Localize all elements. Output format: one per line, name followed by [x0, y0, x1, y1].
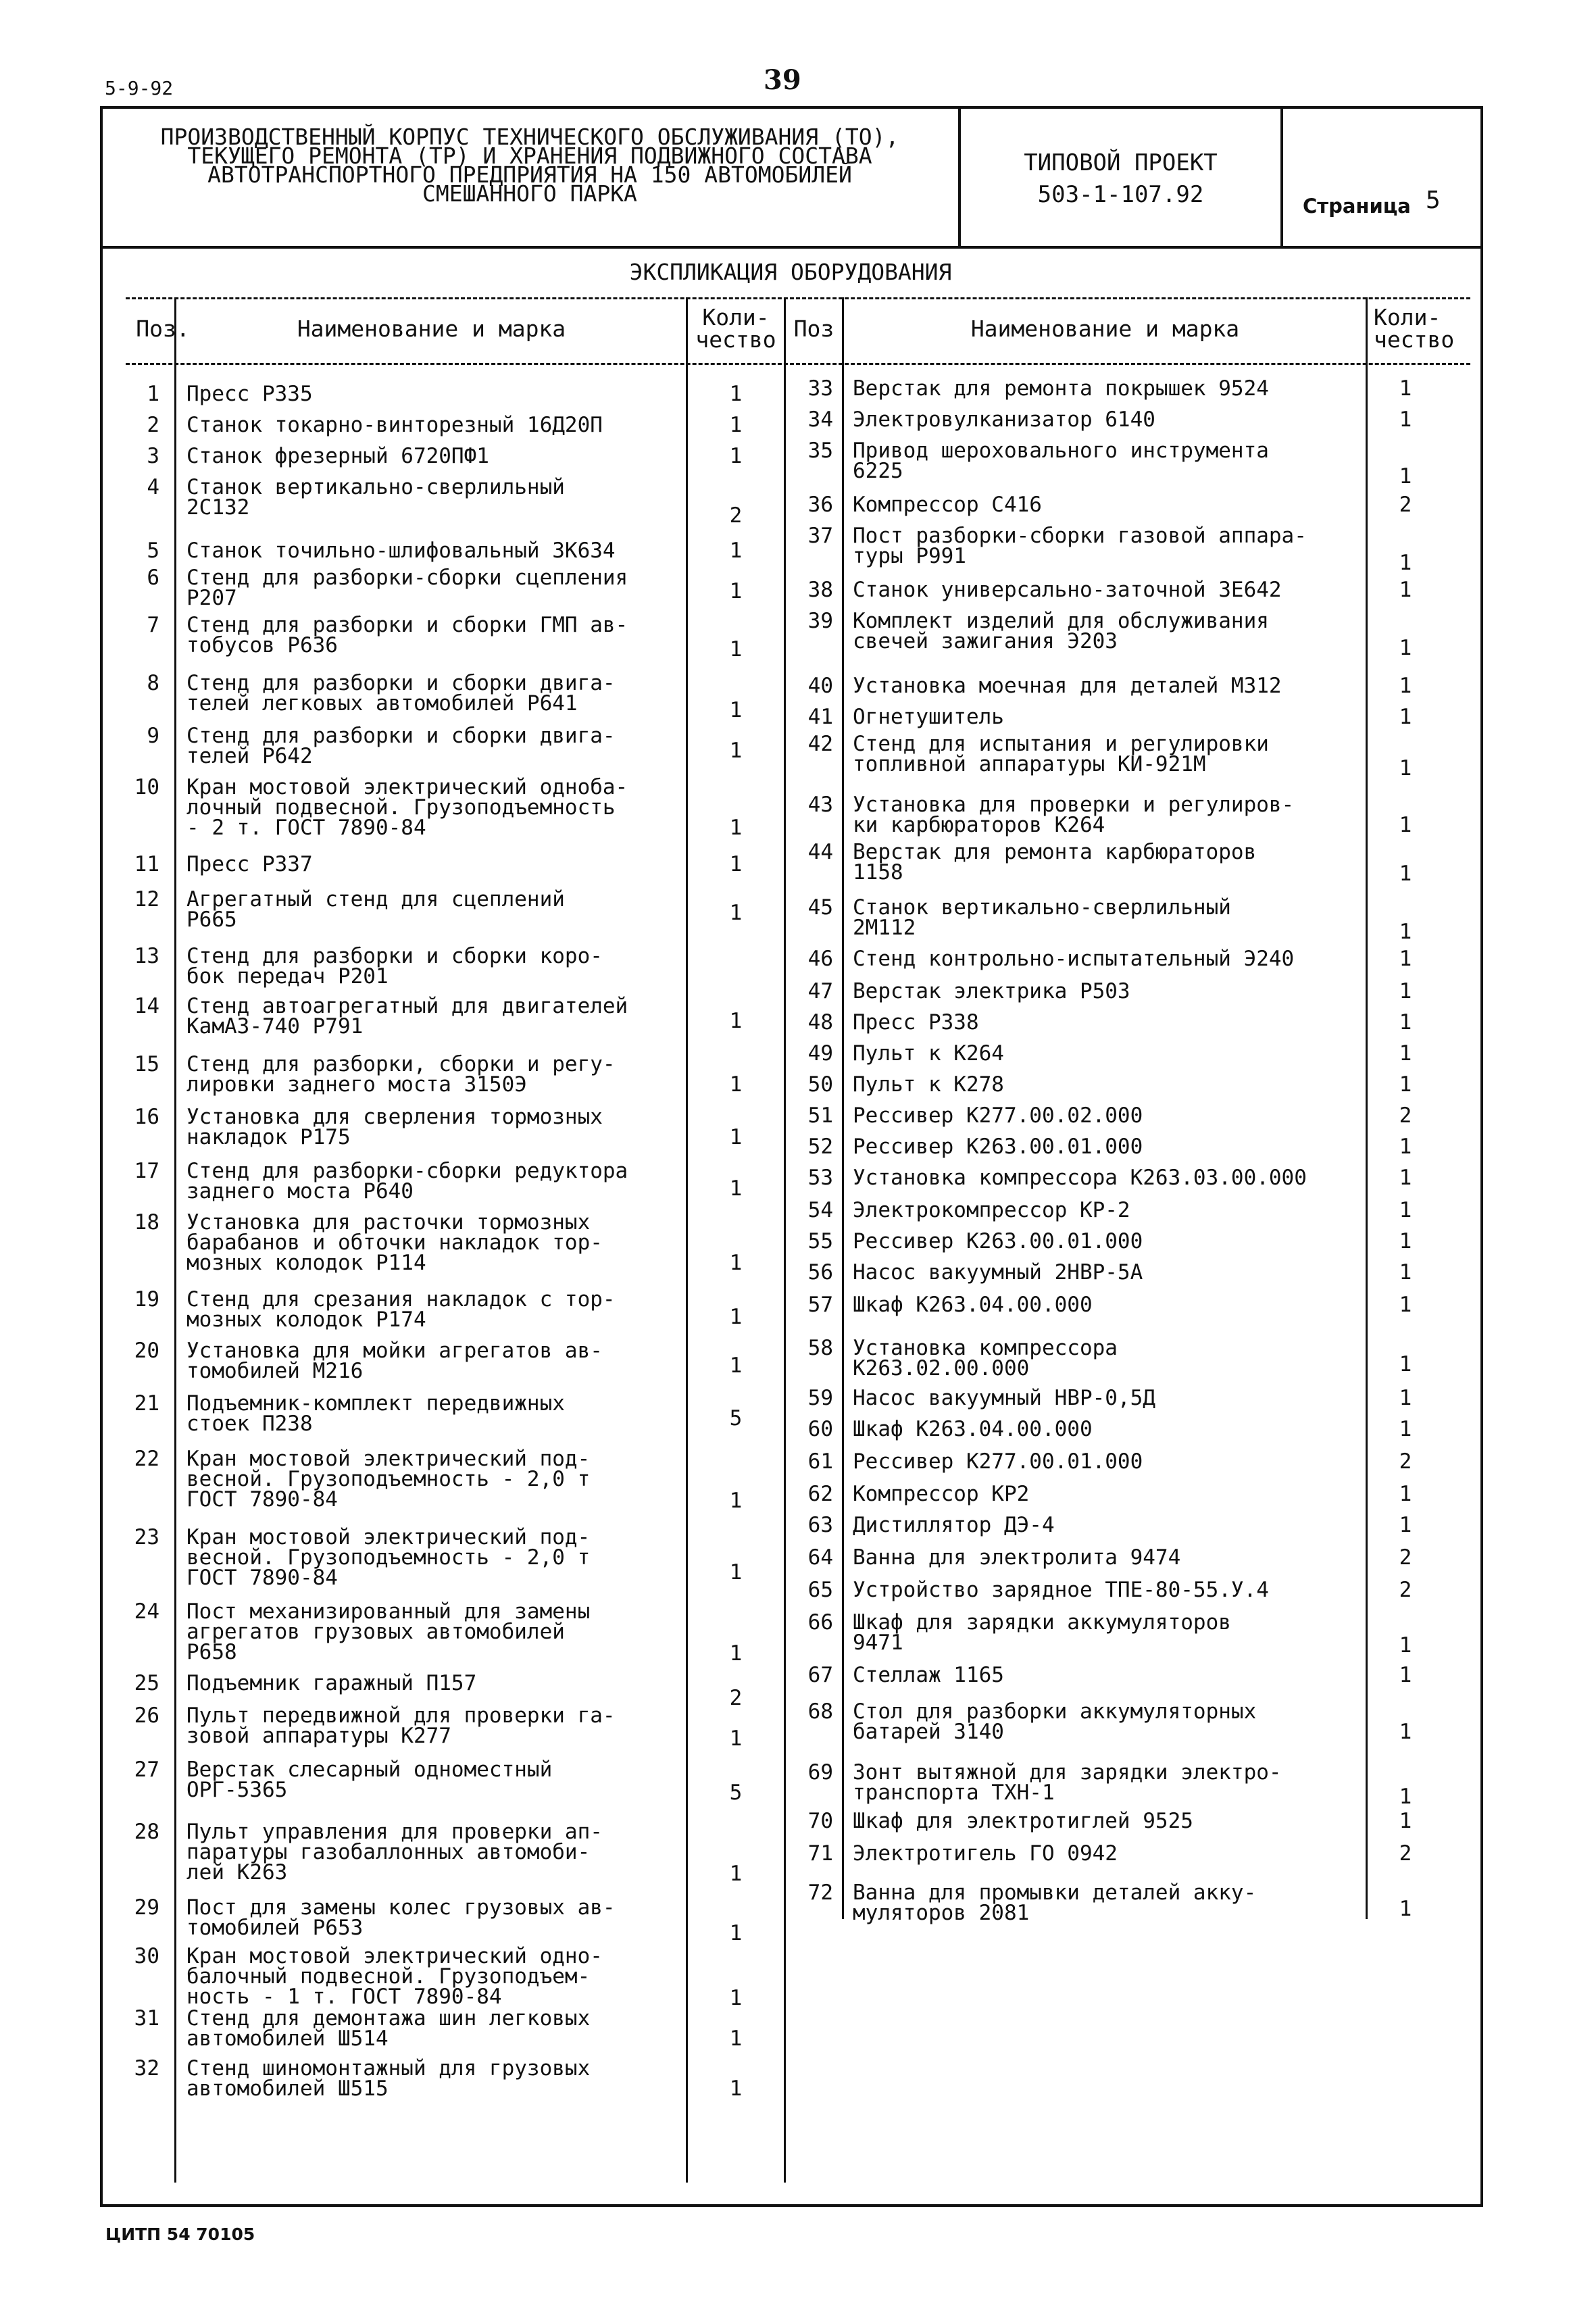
row-pos: 28: [134, 1820, 159, 1844]
row-qty: 1: [1399, 1386, 1412, 1410]
row-name-line: Подъемник-комплект передвижных: [186, 1391, 565, 1416]
row-pos: 42: [807, 732, 833, 756]
row-qty: 1: [729, 1072, 743, 1097]
row-qty: 1: [1399, 1513, 1412, 1537]
row-qty: 1: [729, 1862, 743, 1886]
row-qty: 1: [729, 1921, 743, 1945]
row-name-line: батарей 3140: [853, 1720, 1004, 1744]
row-name-line: Установка для сверления тормозных: [186, 1105, 603, 1129]
row-name-line: Дистиллятор ДЭ-4: [853, 1513, 1055, 1537]
row-qty: 1: [1399, 1166, 1412, 1190]
row-name-line: Пост механизированный для замены: [186, 1599, 591, 1624]
row-name-line: Электрокомпрессор КР-2: [853, 1198, 1130, 1222]
row-qty: 1: [1399, 1198, 1412, 1222]
row-pos: 2: [147, 413, 159, 437]
row-name-line: Рессивер К263.00.01.000: [853, 1135, 1143, 1159]
row-qty: 1: [1399, 636, 1412, 660]
row-name-line: ки карбюраторов К264: [853, 813, 1105, 837]
row-qty: 2: [1399, 1545, 1412, 1570]
row-qty: 5: [729, 1781, 743, 1805]
row-pos: 53: [807, 1166, 833, 1190]
row-name-line: Установка моечная для деталей М312: [853, 674, 1282, 698]
corner-code: 5-9-92: [105, 77, 174, 99]
row-pos: 59: [807, 1386, 833, 1410]
row-pos: 47: [807, 979, 833, 1003]
row-name-line: тобусов Р636: [186, 633, 338, 657]
row-name-line: Электровулканизатор 6140: [853, 407, 1155, 432]
row-name-line: Верстак электрика Р503: [853, 979, 1130, 1003]
row-name-line: Кран мостовой электрический под-: [186, 1525, 591, 1549]
row-pos: 31: [134, 2006, 159, 2031]
row-name-line: Пост разборки-сборки газовой аппара-: [853, 524, 1307, 548]
row-qty: 1: [1399, 578, 1412, 602]
row-qty: 2: [1399, 1449, 1412, 1474]
row-qty: 1: [729, 539, 743, 563]
row-name-line: стоек П238: [186, 1412, 313, 1436]
row-pos: 48: [807, 1010, 833, 1035]
row-pos: 38: [807, 578, 833, 602]
row-pos: 46: [807, 947, 833, 971]
col-divider-pos-right: [842, 297, 844, 1919]
project-code: 503-1-107.92: [1037, 181, 1204, 208]
title-block-bottom-border: [100, 246, 1483, 249]
page-number: 39: [764, 64, 801, 96]
row-qty: 1: [1399, 1293, 1412, 1317]
row-name-line: весной. Грузоподъемность - 2,0 т: [186, 1545, 591, 1570]
row-name-line: Пульт передвижной для проверки га-: [186, 1703, 616, 1728]
row-name-line: Пульт управления для проверки ап-: [186, 1820, 603, 1844]
row-qty: 1: [1399, 551, 1412, 575]
row-qty: 1: [1399, 1135, 1412, 1159]
row-pos: 67: [807, 1663, 833, 1687]
row-name-line: ГОСТ 7890-84: [186, 1566, 338, 1590]
row-name-line: томобилей Р653: [186, 1916, 364, 1940]
page-value: 5: [1426, 186, 1441, 214]
row-qty: 1: [1399, 1352, 1412, 1376]
row-qty: 1: [1399, 1482, 1412, 1506]
row-qty: 1: [729, 382, 743, 406]
row-name-line: Стенд для испытания и регулировки: [853, 732, 1269, 756]
title-block-right-border: [1480, 106, 1483, 249]
row-qty: 2: [1399, 493, 1412, 517]
row-qty: 1: [1399, 813, 1412, 837]
row-pos: 71: [807, 1841, 833, 1866]
row-pos: 7: [147, 613, 159, 637]
row-pos: 27: [134, 1758, 159, 1782]
col-divider-name-left: [686, 297, 688, 2183]
row-pos: 25: [134, 1671, 159, 1695]
row-pos: 10: [134, 775, 159, 799]
row-pos: 24: [134, 1599, 159, 1624]
row-qty: 1: [1399, 1633, 1412, 1658]
row-pos: 39: [807, 609, 833, 633]
row-pos: 20: [134, 1339, 159, 1363]
row-name-line: Стенд для демонтажа шин легковых: [186, 2006, 591, 2031]
row-name-line: Пульт к К278: [853, 1072, 1004, 1097]
row-name-line: Насос вакуумный 2НВР-5А: [853, 1260, 1143, 1285]
row-name-line: Комплект изделий для обслуживания: [853, 609, 1269, 633]
row-pos: 6: [147, 566, 159, 590]
row-name-line: Стенд для разборки и сборки двига-: [186, 724, 616, 748]
project-label: ТИПОВОЙ ПРОЕКТ: [1024, 149, 1218, 176]
col-divider-name-right: [1366, 297, 1368, 1919]
row-qty: 1: [729, 698, 743, 722]
publisher-stamp: ЦИТП 54 70105: [105, 2224, 255, 2244]
row-qty: 1: [729, 901, 743, 925]
title-block-top-border: [100, 106, 1483, 109]
row-qty: 1: [729, 1726, 743, 1751]
header-qty-right-1: Коли-: [1374, 304, 1441, 330]
row-name-line: КамАЗ-740 Р791: [186, 1014, 364, 1039]
row-pos: 58: [807, 1336, 833, 1360]
row-pos: 12: [134, 887, 159, 912]
row-name-line: Рессивер К277.00.02.000: [853, 1103, 1143, 1128]
row-name-line: Установка для расточки тормозных: [186, 1210, 591, 1235]
header-pos: Поз.: [136, 316, 190, 342]
row-pos: 34: [807, 407, 833, 432]
row-name-line: Установка компрессора К263.03.00.000: [853, 1166, 1307, 1190]
row-pos: 36: [807, 493, 833, 517]
row-qty: 1: [1399, 1785, 1412, 1809]
row-qty: 1: [729, 444, 743, 468]
row-name-line: Стенд для разборки, сборки и регу-: [186, 1052, 616, 1076]
row-qty: 2: [729, 503, 743, 528]
row-qty: 1: [1399, 1663, 1412, 1687]
row-pos: 1: [147, 382, 159, 406]
row-pos: 21: [134, 1391, 159, 1416]
row-name-line: зовой аппаратуры К277: [186, 1724, 451, 1748]
row-name-line: Станок вертикально-сверлильный: [186, 475, 565, 499]
table-title: ЭКСПЛИКАЦИЯ ОБОРУДОВАНИЯ: [629, 259, 952, 285]
row-name-line: Кран мостовой электрический одно-: [186, 1944, 603, 1968]
frame-bottom-border: [100, 2204, 1483, 2207]
row-pos: 14: [134, 994, 159, 1018]
row-pos: 40: [807, 674, 833, 698]
row-pos: 56: [807, 1260, 833, 1285]
row-qty: 5: [729, 1406, 743, 1430]
row-qty: 1: [729, 1009, 743, 1033]
row-qty: 1: [1399, 756, 1412, 780]
row-pos: 5: [147, 539, 159, 563]
row-qty: 1: [1399, 1260, 1412, 1285]
row-qty: 1: [729, 1251, 743, 1275]
row-name-line: Насос вакуумный НВР-0,5Д: [853, 1386, 1155, 1410]
row-qty: 1: [1399, 1072, 1412, 1097]
row-pos: 72: [807, 1881, 833, 1905]
row-qty: 1: [729, 852, 743, 876]
frame-left-border: [100, 246, 103, 2206]
row-qty: 1: [1399, 1010, 1412, 1035]
row-qty: 1: [729, 1489, 743, 1513]
row-qty: 1: [1399, 1229, 1412, 1253]
header-qty-1: Коли-: [702, 304, 770, 330]
row-name-line: Стенд для срезания накладок с тор-: [186, 1287, 616, 1312]
row-pos: 32: [134, 2056, 159, 2081]
row-name-line: Ванна для электролита 9474: [853, 1545, 1181, 1570]
row-name-line: Верстак для ремонта карбюраторов: [853, 840, 1257, 864]
row-name-line: лировки заднего моста 3150Э: [186, 1072, 527, 1097]
row-pos: 51: [807, 1103, 833, 1128]
row-name-line: автомобилей Ш514: [186, 2026, 389, 2051]
row-pos: 49: [807, 1041, 833, 1066]
row-pos: 52: [807, 1135, 833, 1159]
row-name-line: мозных колодок Р114: [186, 1251, 426, 1275]
row-qty: 2: [1399, 1841, 1412, 1866]
header-name: Наименование и марка: [297, 316, 566, 342]
header-bottom-rule: [126, 363, 1470, 365]
row-qty: 1: [1399, 979, 1412, 1003]
row-pos: 57: [807, 1293, 833, 1317]
row-name-line: Стенд для разборки-сборки сцепления: [186, 566, 628, 590]
row-name-line: Ванна для промывки деталей акку-: [853, 1881, 1257, 1905]
row-name-line: Шкаф К263.04.00.000: [853, 1417, 1093, 1441]
row-qty: 1: [1399, 407, 1412, 432]
row-name-line: Огнетушитель: [853, 705, 1004, 729]
row-name-line: Зонт вытяжной для зарядки электро-: [853, 1760, 1282, 1785]
row-name-line: томобилей М216: [186, 1359, 364, 1383]
row-pos: 55: [807, 1229, 833, 1253]
row-name-line: Кран мостовой электрический одноба-: [186, 775, 628, 799]
row-qty: 1: [1399, 1809, 1412, 1833]
row-name-line: бок передач Р201: [186, 964, 389, 989]
row-name-line: Пульт к К264: [853, 1041, 1004, 1066]
title-line: ТЕКУЩЕГО РЕМОНТА (ТР) И ХРАНЕНИЯ ПОДВИЖНОГО СОСТАВА: [187, 143, 872, 169]
row-name-line: транспорта ТХН-1: [853, 1781, 1055, 1805]
row-name-line: свечей зажигания Э203: [853, 629, 1118, 653]
row-name-line: Стенд шиномонтажный для грузовых: [186, 2056, 591, 2081]
row-name-line: Верстак для ремонта покрышек 9524: [853, 376, 1269, 401]
row-qty: 1: [729, 816, 743, 840]
row-name-line: Пресс Р335: [186, 382, 313, 406]
row-name-line: Подъемник гаражный П157: [186, 1671, 477, 1695]
row-name-line: Электротигель ГО 0942: [853, 1841, 1118, 1866]
row-pos: 63: [807, 1513, 833, 1537]
row-pos: 30: [134, 1944, 159, 1968]
row-qty: 1: [729, 1125, 743, 1149]
row-name-line: Стенд автоагрегатный для двигателей: [186, 994, 628, 1018]
row-pos: 66: [807, 1610, 833, 1635]
row-pos: 69: [807, 1760, 833, 1785]
row-qty: 1: [1399, 464, 1412, 489]
frame-right-border: [1480, 246, 1483, 2206]
row-name-line: Станок фрезерный 6720ПФ1: [186, 444, 489, 468]
row-name-line: 2М112: [853, 916, 916, 940]
row-pos: 15: [134, 1052, 159, 1076]
row-pos: 26: [134, 1703, 159, 1728]
row-qty: 1: [729, 2026, 743, 2051]
row-pos: 41: [807, 705, 833, 729]
row-name-line: лочный подвесной. Грузоподъемность: [186, 795, 616, 820]
row-name-line: Пресс Р337: [186, 852, 313, 876]
row-qty: 2: [1399, 1578, 1412, 1602]
row-qty: 1: [729, 413, 743, 437]
row-name-line: Стенд для разборки-сборки редуктора: [186, 1159, 628, 1183]
row-qty: 1: [1399, 862, 1412, 886]
row-pos: 4: [147, 475, 159, 499]
row-pos: 18: [134, 1210, 159, 1235]
row-name-line: Р665: [186, 907, 237, 932]
row-name-line: ность - 1 т. ГОСТ 7890-84: [186, 1985, 502, 2009]
row-qty: 1: [729, 1560, 743, 1585]
row-pos: 62: [807, 1482, 833, 1506]
row-name-line: Пресс Р338: [853, 1010, 979, 1035]
row-name-line: Рессивер К277.00.01.000: [853, 1449, 1143, 1474]
header-top-rule: [126, 297, 1470, 299]
row-pos: 13: [134, 944, 159, 968]
row-pos: 16: [134, 1105, 159, 1129]
row-qty: 2: [729, 1686, 743, 1710]
page-label: Страница: [1303, 195, 1411, 218]
row-pos: 44: [807, 840, 833, 864]
row-qty: 1: [729, 1353, 743, 1378]
header-qty-right-2: чество: [1374, 326, 1455, 353]
row-qty: 1: [1399, 705, 1412, 729]
title-block-divider-2: [1280, 106, 1283, 249]
row-pos: 37: [807, 524, 833, 548]
row-name-line: весной. Грузоподъемность - 2,0 т: [186, 1467, 591, 1491]
row-name-line: Р207: [186, 586, 237, 610]
row-pos: 61: [807, 1449, 833, 1474]
row-qty: 1: [1399, 920, 1412, 944]
row-pos: 60: [807, 1417, 833, 1441]
row-qty: 1: [729, 1176, 743, 1201]
title-block-divider-1: [958, 106, 961, 249]
row-name-line: накладок Р175: [186, 1125, 351, 1149]
row-pos: 9: [147, 724, 159, 748]
row-pos: 33: [807, 376, 833, 401]
row-qty: 1: [1399, 1897, 1412, 1921]
row-name-line: Стенд для разборки и сборки ГМП ав-: [186, 613, 628, 637]
title-line: ПРОИЗВОДСТВЕННЫЙ КОРПУС ТЕХНИЧЕСКОГО ОБСЛУЖИВАНИЯ (ТО),: [160, 124, 899, 150]
row-name-line: Шкаф для зарядки аккумуляторов: [853, 1610, 1231, 1635]
row-qty: 1: [729, 2076, 743, 2101]
header-pos-right: Поз: [793, 316, 834, 342]
row-name-line: телей Р642: [186, 744, 313, 768]
row-name-line: 6225: [853, 459, 903, 483]
col-divider-pos-left: [174, 297, 176, 2183]
row-name-line: агрегатов грузовых автомобилей: [186, 1620, 565, 1644]
row-pos: 64: [807, 1545, 833, 1570]
row-name-line: мозных колодок Р174: [186, 1308, 426, 1332]
row-pos: 68: [807, 1699, 833, 1724]
row-name-line: телей легковых автомобилей Р641: [186, 691, 578, 716]
row-name-line: Рессивер К263.00.01.000: [853, 1229, 1143, 1253]
row-name-line: лей К263: [186, 1860, 288, 1885]
row-name-line: Стенд для разборки и сборки коро-: [186, 944, 603, 968]
row-name-line: заднего моста Р640: [186, 1179, 414, 1203]
row-qty: 1: [1399, 1720, 1412, 1744]
row-pos: 19: [134, 1287, 159, 1312]
row-name-line: Стенд контрольно-испытательный Э240: [853, 947, 1295, 971]
row-name-line: 1158: [853, 860, 903, 885]
row-pos: 35: [807, 439, 833, 463]
row-qty: 1: [729, 579, 743, 603]
row-pos: 11: [134, 852, 159, 876]
row-name-line: паратуры газобаллонных автомоби-: [186, 1840, 591, 1864]
row-qty: 1: [729, 1305, 743, 1329]
row-name-line: 9471: [853, 1631, 903, 1655]
row-name-line: Кран мостовой электрический под-: [186, 1447, 591, 1471]
row-name-line: Установка компрессора: [853, 1336, 1118, 1360]
row-name-line: Шкаф К263.04.00.000: [853, 1293, 1093, 1317]
row-pos: 70: [807, 1809, 833, 1833]
row-qty: 1: [1399, 1417, 1412, 1441]
row-name-line: балочный подвесной. Грузоподъем-: [186, 1964, 591, 1989]
row-name-line: Станок универсально-заточной 3Е642: [853, 578, 1282, 602]
row-name-line: ОРГ-5365: [186, 1778, 288, 1802]
row-qty: 1: [1399, 1041, 1412, 1066]
row-name-line: Стол для разборки аккумуляторных: [853, 1699, 1257, 1724]
row-name-line: муляторов 2081: [853, 1901, 1030, 1925]
row-name-line: Установка для мойки агрегатов ав-: [186, 1339, 603, 1363]
row-name-line: Стенд для разборки и сборки двига-: [186, 671, 616, 695]
row-pos: 29: [134, 1895, 159, 1920]
row-pos: 23: [134, 1525, 159, 1549]
row-qty: 1: [729, 1986, 743, 2010]
row-pos: 54: [807, 1198, 833, 1222]
row-qty: 2: [1399, 1103, 1412, 1128]
row-qty: 1: [729, 1641, 743, 1666]
row-name-line: Компрессор КР2: [853, 1482, 1030, 1506]
row-name-line: Р658: [186, 1640, 237, 1664]
row-name-line: - 2 т. ГОСТ 7890-84: [186, 816, 426, 840]
row-name-line: Устройство зарядное ТПЕ-80-55.У.4: [853, 1578, 1269, 1602]
row-pos: 17: [134, 1159, 159, 1183]
row-name-line: туры Р991: [853, 544, 966, 568]
row-name-line: Станок точильно-шлифовальный 3К634: [186, 539, 616, 563]
row-name-line: Верстак слесарный одноместный: [186, 1758, 553, 1782]
row-pos: 45: [807, 895, 833, 920]
row-name-line: топливной аппаратуры КИ-921М: [853, 752, 1206, 776]
row-pos: 3: [147, 444, 159, 468]
row-name-line: автомобилей Ш515: [186, 2076, 389, 2101]
row-pos: 8: [147, 671, 159, 695]
row-name-line: Станок токарно-винторезный 16Д20П: [186, 413, 603, 437]
row-pos: 50: [807, 1072, 833, 1097]
row-qty: 1: [729, 637, 743, 662]
row-name-line: Агрегатный стенд для сцеплений: [186, 887, 565, 912]
row-qty: 1: [1399, 674, 1412, 698]
row-name-line: К263.02.00.000: [853, 1356, 1030, 1380]
title-line: АВТОТРАНСПОРТНОГО ПРЕДПРИЯТИЯ НА 150 АВТОМОБИЛЕЙ: [207, 161, 852, 188]
row-name-line: Установка для проверки и регулиров-: [853, 793, 1295, 817]
row-name-line: Стеллаж 1165: [853, 1663, 1004, 1687]
row-qty: 1: [729, 739, 743, 763]
title-line: СМЕШАННОГО ПАРКА: [422, 180, 637, 207]
row-qty: 1: [1399, 947, 1412, 971]
row-name-line: Пост для замены колес грузовых ав-: [186, 1895, 616, 1920]
row-pos: 22: [134, 1447, 159, 1471]
row-name-line: Привод шероховального инструмента: [853, 439, 1269, 463]
row-name-line: Станок вертикально-сверлильный: [853, 895, 1231, 920]
row-name-line: ГОСТ 7890-84: [186, 1487, 338, 1512]
row-name-line: Шкаф для электротиглей 9525: [853, 1809, 1193, 1833]
row-pos: 65: [807, 1578, 833, 1602]
row-name-line: барабанов и обточки накладок тор-: [186, 1230, 603, 1255]
header-qty-2: чество: [695, 326, 776, 353]
row-name-line: 2С132: [186, 495, 250, 520]
row-qty: 1: [1399, 376, 1412, 401]
row-pos: 43: [807, 793, 833, 817]
header-name-right: Наименование и марка: [970, 316, 1240, 342]
row-name-line: Компрессор С416: [853, 493, 1042, 517]
